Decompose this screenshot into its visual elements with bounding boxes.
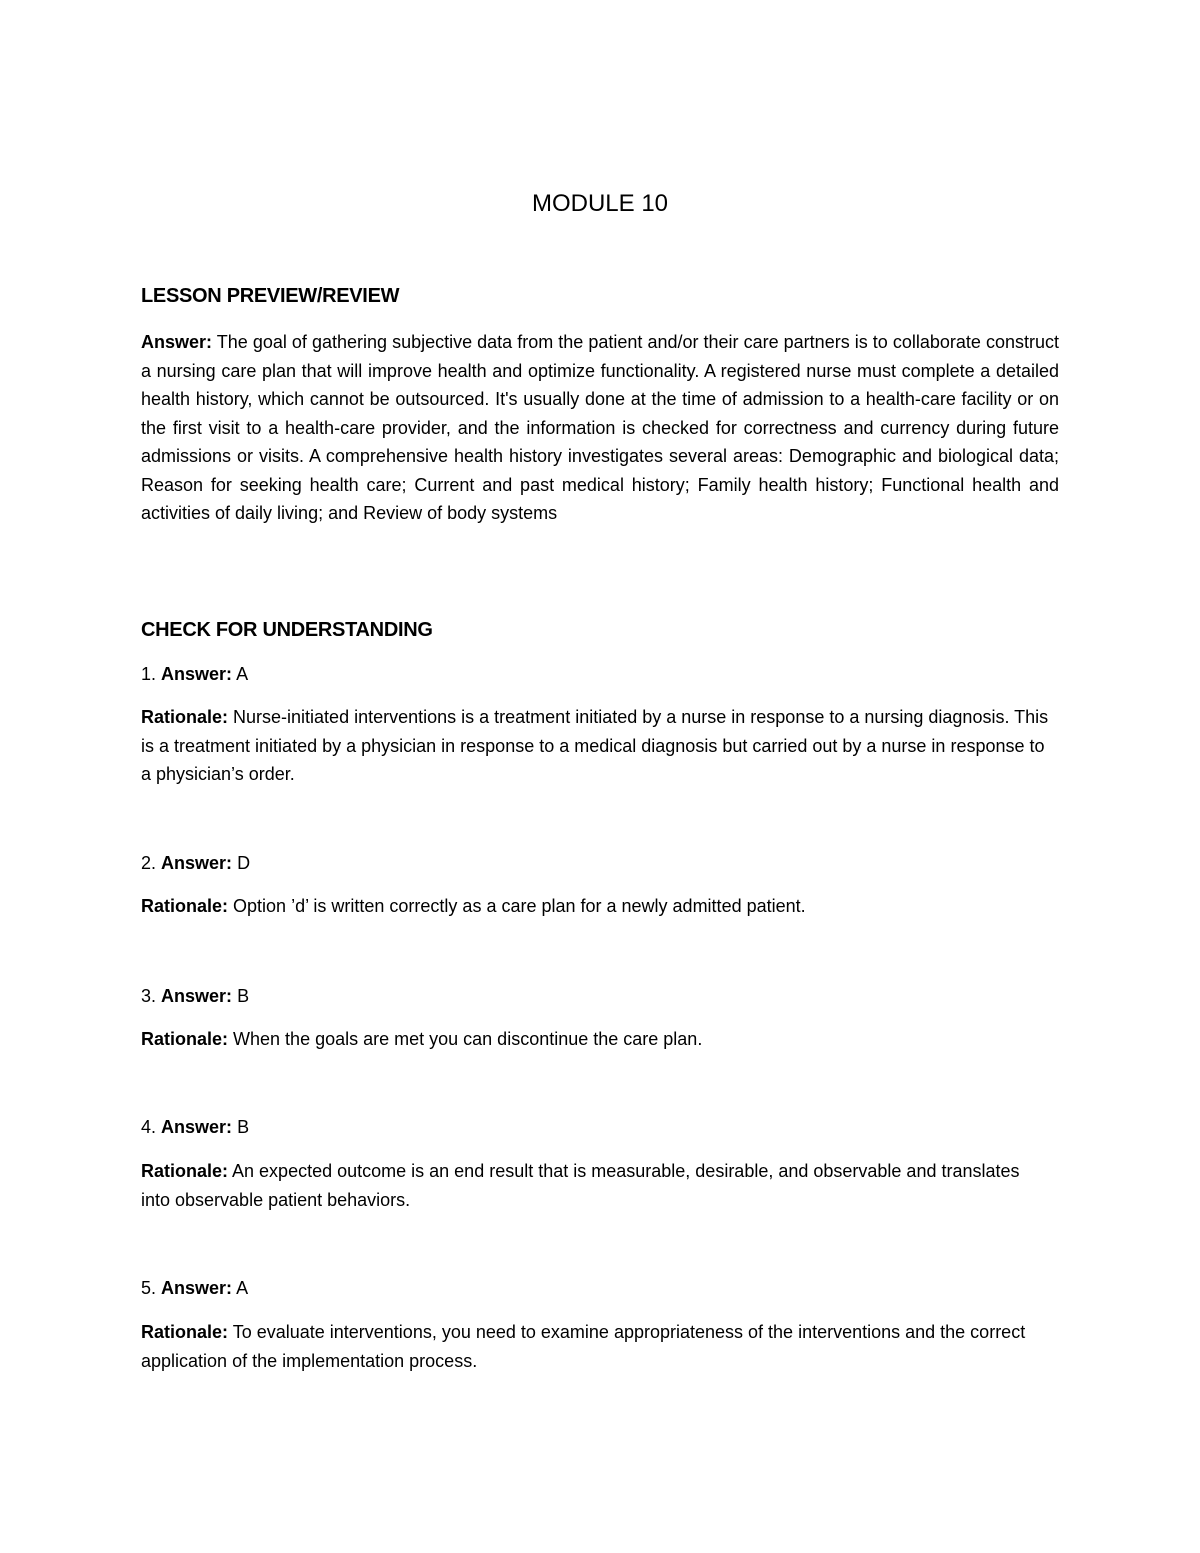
answer-value: D: [237, 853, 251, 873]
question-5-answer: [141, 1274, 248, 1302]
answer-label: Answer:: [161, 664, 233, 684]
rationale-text: Nurse-initiated interventions is a treatment initiated by a nurse in response to a nursing diagnosis. This is a treatment initiated by a physician in response to a medical diagnosis but carried out by a nurse in response to a physician’s order.: [141, 707, 1049, 784]
question-2-answer: [141, 849, 250, 877]
question-3-rationale: [141, 1025, 1059, 1054]
rationale-text: An expected outcome is an end result that is measurable, desirable, and observable and translates into observable patient behaviors.: [141, 1161, 1020, 1210]
document-title: MODULE 10: [531, 190, 669, 217]
rationale-text: When the goals are met you can discontinue the care plan.: [233, 1029, 703, 1049]
answer-value: B: [237, 986, 250, 1006]
question-number: 2.: [141, 853, 157, 873]
rationale-label: Rationale:: [141, 896, 229, 916]
lesson-preview-text: The goal of gathering subjective data from the patient and/or their care partners is to collaborate construct a nursing care plan that will improve health and optimize functionality. A registered nurse must complete a detailed health history, which cannot be outsourced. It's usually done at the time of admission to a health-care facility or on the first visit to a health-care provider, and the information is checked for correctness and currency during future admissions or visits. A comprehensive health history investigates several areas: Demographic and biological data; Reason for seeking health care; Current and past medical history; Family health history; Functional health and activities of daily living; and Review of body systems: [141, 332, 1059, 523]
answer-label: Answer:: [161, 853, 233, 873]
rationale-label: Rationale:: [141, 1161, 229, 1181]
check-heading: CHECK FOR UNDERSTANDING: [141, 619, 433, 641]
answer-label: Answer:: [161, 1278, 233, 1298]
answer-label: Answer:: [141, 332, 213, 352]
lesson-preview-paragraph: [141, 328, 1059, 528]
rationale-label: Rationale:: [141, 707, 229, 727]
question-number: 3.: [141, 986, 157, 1006]
rationale-label: Rationale:: [141, 1029, 229, 1049]
answer-label: Answer:: [161, 1117, 233, 1137]
question-4-answer: [141, 1113, 249, 1141]
lesson-preview-heading: LESSON PREVIEW/REVIEW: [141, 285, 400, 307]
question-3-answer: [141, 982, 249, 1010]
answer-label: Answer:: [161, 986, 233, 1006]
answer-value: B: [237, 1117, 250, 1137]
question-number: 4.: [141, 1117, 157, 1137]
question-4-rationale: [141, 1157, 1021, 1214]
question-number: 5.: [141, 1278, 157, 1298]
question-1-answer: [141, 660, 248, 688]
rationale-text: To evaluate interventions, you need to examine appropriateness of the interventions and the correct application of the implementation process.: [141, 1322, 1026, 1371]
answer-value: A: [236, 1278, 249, 1298]
question-1-rationale: [141, 703, 1051, 789]
question-5-rationale: [141, 1318, 1066, 1375]
answer-value: A: [236, 664, 249, 684]
rationale-text: Option ’d’ is written correctly as a care plan for a newly admitted patient.: [233, 896, 806, 916]
question-number: 1.: [141, 664, 157, 684]
rationale-label: Rationale:: [141, 1322, 229, 1342]
question-2-rationale: [141, 892, 1059, 921]
